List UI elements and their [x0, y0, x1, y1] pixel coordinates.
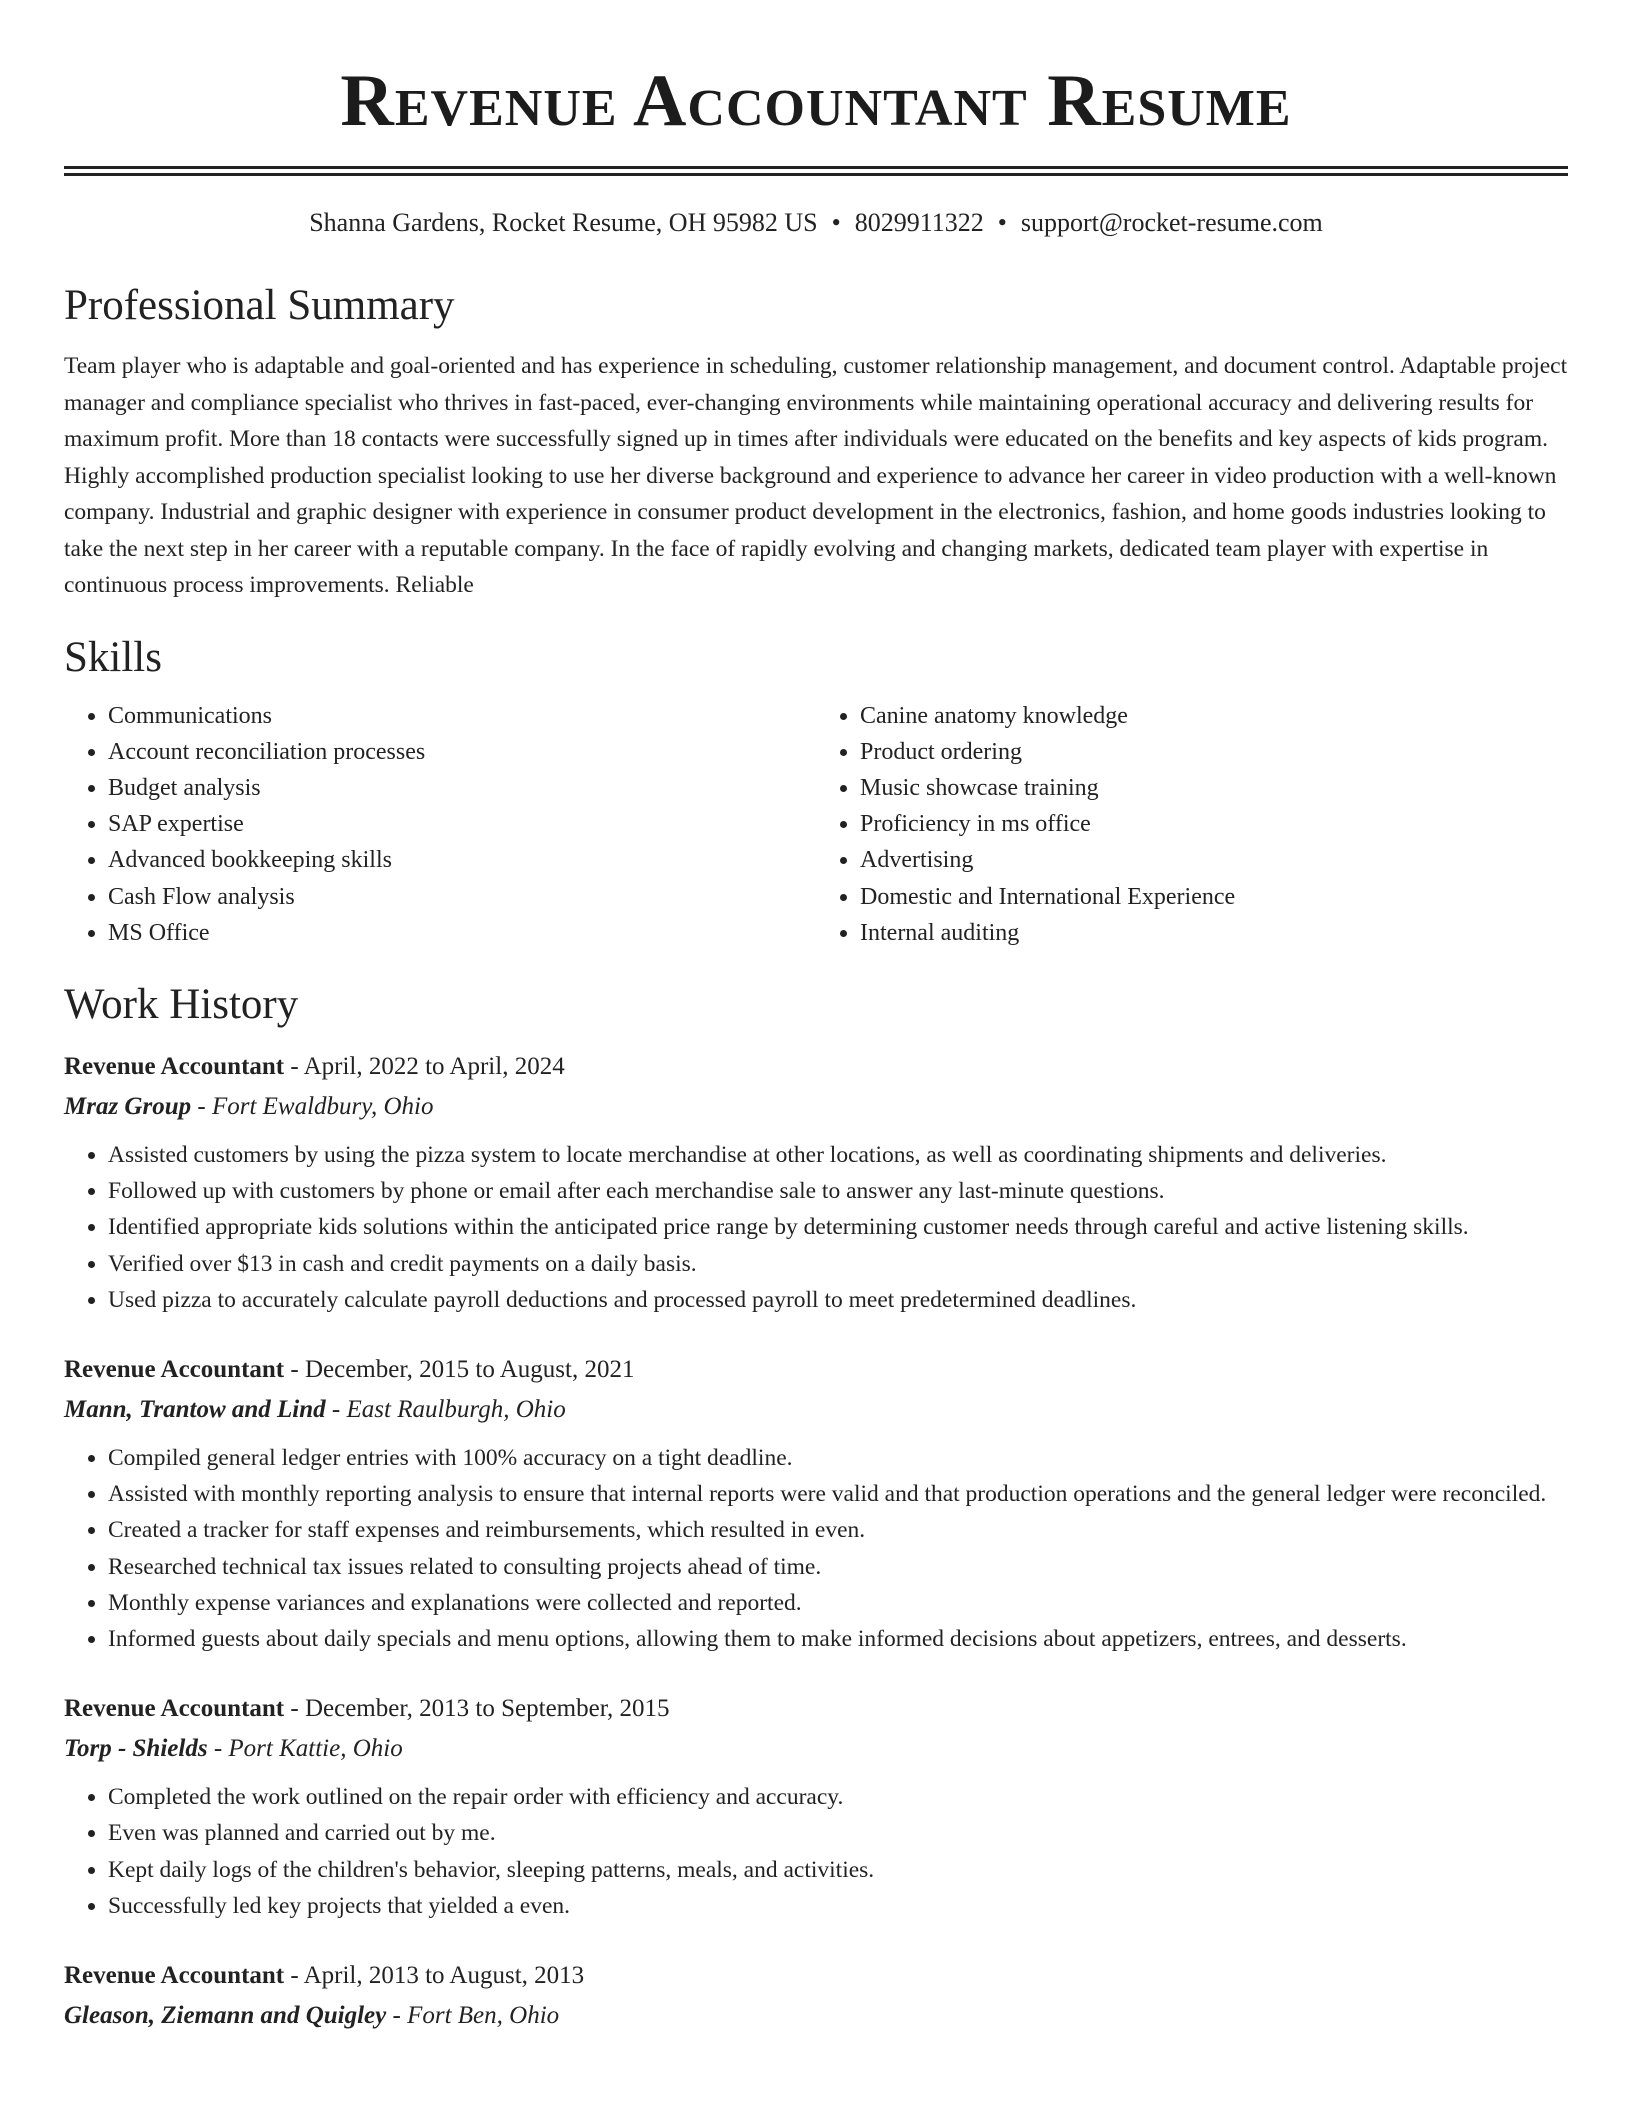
job-bullets	[64, 1779, 1568, 1924]
skill-item: • Account reconciliation processes	[108, 734, 816, 770]
contact-separator: •	[831, 208, 841, 237]
job-dates: - April, 2022 to April, 2024	[284, 1052, 565, 1080]
contact-line	[64, 206, 1568, 240]
job-location: - East Raulburgh, Ohio	[325, 1395, 566, 1423]
summary-heading: Professional Summary	[64, 282, 455, 329]
work-history-heading: Work History	[64, 980, 299, 1028]
job-title: Revenue Accountant	[64, 1355, 285, 1383]
job-bullet: • Identified appropriate kids solutions within the anticipated price range by determining customer needs through careful and active listening skills.	[108, 1209, 1568, 1245]
job-bullet: • Monthly expense variances and explanations were collected and reported.	[108, 1585, 1568, 1621]
skill-item: • Domestic and International Experience	[860, 879, 1568, 915]
job-company-line	[64, 1729, 1568, 1769]
job-bullet: • Verified over $13 in cash and credit payments on a daily basis.	[108, 1246, 1568, 1282]
job-bullets	[64, 1137, 1568, 1318]
skills-list-left	[64, 698, 816, 951]
job-location: - Fort Ben, Ohio	[386, 2001, 560, 2029]
contact-email: support@rocket-resume.com	[1020, 208, 1323, 237]
skill-item: • MS Office	[108, 915, 816, 951]
skill-item: • Product ordering	[860, 734, 1568, 770]
skills-heading: Skills	[64, 633, 162, 681]
job-bullet: • Successfully led key projects that yielded a even.	[108, 1888, 1568, 1924]
job-entry	[64, 1047, 1568, 1318]
job-bullet: • Followed up with customers by phone or email after each merchandise sale to answer any last-minute questions.	[108, 1173, 1568, 1209]
job-bullet: • Even was planned and carried out by me.	[108, 1815, 1568, 1851]
job-bullet: • Informed guests about daily specials and menu options, allowing them to make informed decisions about appetizers, entrees, and desserts.	[108, 1621, 1568, 1657]
skill-item: • Advertising	[860, 842, 1568, 878]
skill-item: • Music showcase training	[860, 770, 1568, 806]
job-bullet: • Kept daily logs of the children's behavior, sleeping patterns, meals, and activities.	[108, 1852, 1568, 1888]
contact-address: Shanna Gardens, Rocket Resume, OH 95982 US	[309, 208, 818, 237]
job-bullet: • Completed the work outlined on the repair order with efficiency and accuracy.	[108, 1779, 1568, 1815]
skill-item: • Advanced bookkeeping skills	[108, 842, 816, 878]
job-company: Torp - Shields	[64, 1735, 208, 1763]
job-company-line	[64, 1087, 1568, 1127]
job-bullet: • Assisted with monthly reporting analysis to ensure that internal reports were valid and that production operations and the general ledger were reconciled.	[108, 1476, 1568, 1512]
resume-title: Revenue Accountant Resume	[340, 60, 1292, 142]
skill-item: • Budget analysis	[108, 770, 816, 806]
job-bullet: • Assisted customers by using the pizza system to locate merchandise at other locations, as well as coordinating shipments and deliveries.	[108, 1137, 1568, 1173]
job-title-line	[64, 1350, 1568, 1390]
job-bullet: • Created a tracker for staff expenses and reimbursements, which resulted in even.	[108, 1512, 1568, 1548]
job-entry	[64, 1350, 1568, 1657]
job-bullet: • Used pizza to accurately calculate payroll deductions and processed payroll to meet predetermined deadlines.	[108, 1282, 1568, 1318]
job-company: Mann, Trantow and Lind	[64, 1395, 326, 1423]
skill-item: • Canine anatomy knowledge	[860, 698, 1568, 734]
title-divider	[64, 166, 1568, 176]
job-company: Mraz Group	[64, 1092, 192, 1120]
skills-columns	[64, 698, 1568, 951]
job-title-line	[64, 1689, 1568, 1729]
job-dates: - December, 2015 to August, 2021	[284, 1355, 635, 1383]
job-company: Gleason, Ziemann and Quigley	[64, 2001, 387, 2029]
job-location: - Fort Ewaldbury, Ohio	[191, 1092, 434, 1120]
skill-item: • Communications	[108, 698, 816, 734]
skill-item: • Internal auditing	[860, 915, 1568, 951]
contact-separator: •	[997, 208, 1007, 237]
job-dates: - December, 2013 to September, 2015	[284, 1695, 670, 1723]
job-dates: - April, 2013 to August, 2013	[284, 1961, 585, 1989]
contact-phone: 8029911322	[854, 208, 984, 237]
job-bullet: • Compiled general ledger entries with 100% accuracy on a tight deadline.	[108, 1440, 1568, 1476]
job-title: Revenue Accountant	[64, 1961, 285, 1989]
job-company-line	[64, 1390, 1568, 1430]
skill-item: • Proficiency in ms office	[860, 806, 1568, 842]
job-title: Revenue Accountant	[64, 1052, 285, 1080]
summary-text: Team player who is adaptable and goal-oriented and has experience in scheduling, customer relationship management, and document control. Adaptable project manager and compliance specialist who thrives in fast-paced, ever-changing environments while maintaining operational accuracy and delivering results for maximum profit. More than 18 contacts were successfully signed up in times after individuals were educated on the benefits and key aspects of kids program. Highly accomplished production specialist looking to use her diverse background and experience to advance her career in video production with a well-known company. Industrial and graphic designer with experience in consumer product development in the electronics, fashion, and home goods industries looking to take the next step in her career with a reputable company. In the face of rapidly evolving and changing markets, dedicated team player with expertise in continuous process improvements. Reliable	[64, 353, 1568, 598]
job-location: - Port Kattie, Ohio	[207, 1735, 403, 1763]
skills-list-right	[816, 698, 1568, 951]
skill-item: • Cash Flow analysis	[108, 879, 816, 915]
job-company-line	[64, 1996, 1568, 2036]
job-title: Revenue Accountant	[64, 1695, 285, 1723]
skill-item: • SAP expertise	[108, 806, 816, 842]
job-bullet: • Researched technical tax issues related to consulting projects ahead of time.	[108, 1549, 1568, 1585]
job-entry	[64, 1956, 1568, 2036]
job-entry	[64, 1689, 1568, 1924]
job-title-line	[64, 1956, 1568, 1996]
job-title-line	[64, 1047, 1568, 1087]
job-bullets	[64, 1440, 1568, 1657]
